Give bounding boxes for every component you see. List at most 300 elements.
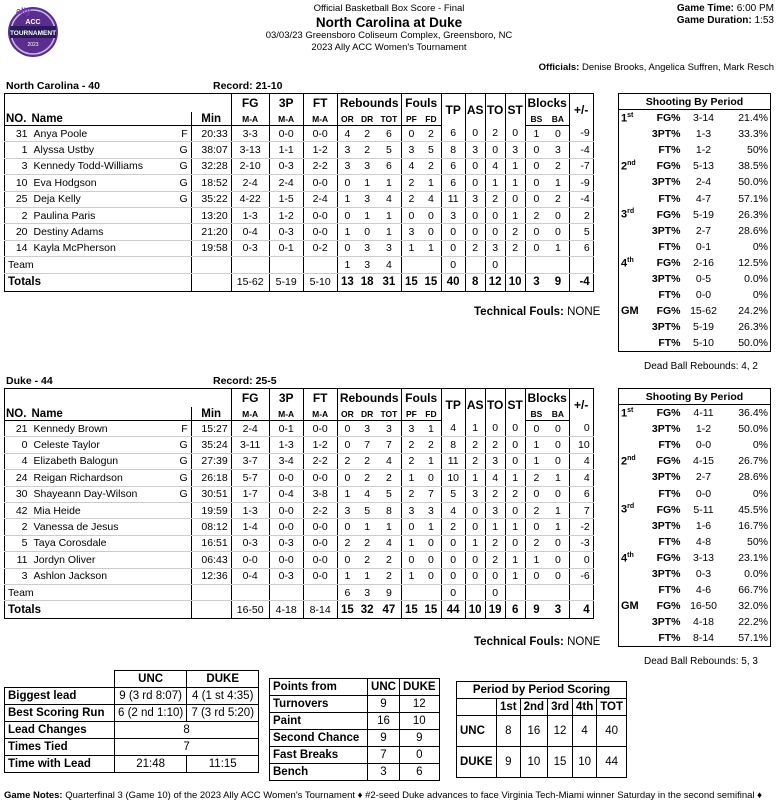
col-plus-minus: +/- — [569, 389, 593, 421]
stat-as: 0 — [465, 568, 485, 584]
stat-three: 1-1 — [269, 142, 303, 158]
period-label — [619, 534, 649, 550]
totals-to: 19 — [485, 601, 505, 619]
stat-as: 0 — [465, 175, 485, 191]
stat-tp: 11 — [441, 453, 465, 469]
player-number: 21 — [5, 421, 31, 437]
col-fg: FG — [231, 389, 269, 408]
player-name: Taya Corosdale — [31, 535, 177, 551]
stat-bs: 2 — [525, 535, 547, 551]
col-ft: FT — [303, 389, 337, 408]
shot-made-attempted: 4-15 — [692, 455, 714, 468]
period-score: 10 — [520, 747, 547, 778]
stat-or: 2 — [337, 535, 357, 551]
unc-technical-fouls — [474, 306, 600, 318]
shot-made-attempted: 5-10 — [692, 337, 714, 350]
period-number: 1 — [621, 112, 628, 125]
stat-st: 2 — [505, 240, 525, 256]
shot-made-attempted: 0-3 — [695, 567, 712, 580]
team-as — [465, 257, 485, 273]
stat-ft: 0-0 — [303, 224, 337, 240]
stat-dr: 3 — [357, 421, 377, 437]
col-dr: DR — [357, 112, 377, 126]
stat-bs: 1 — [525, 126, 547, 142]
points-duke-value: 6 — [400, 764, 440, 781]
stat-ft: 1-2 — [303, 437, 337, 453]
col-fg: FG — [231, 94, 269, 113]
stat-st: 0 — [505, 421, 525, 437]
header-blank — [5, 389, 232, 408]
stat-bs: 1 — [525, 437, 547, 453]
stat-to: 0 — [485, 224, 505, 240]
shot-percentage: 12.5% — [738, 256, 768, 269]
stat-fd: 0 — [421, 552, 441, 568]
lead-unc-value: 21:48 — [115, 756, 187, 773]
duke-sbp-row — [619, 502, 771, 518]
stat-bs: 1 — [525, 552, 547, 568]
points-duke-value: 10 — [400, 713, 440, 730]
shot-type-label: FG% — [656, 455, 681, 468]
period-suffix: st — [627, 406, 634, 414]
stat-bs: 0 — [525, 158, 547, 174]
stat-tp: 11 — [441, 191, 465, 207]
duke-player-row — [5, 486, 594, 502]
stat-pf: 2 — [401, 191, 421, 207]
stat-or: 0 — [337, 175, 357, 191]
unc-box-score — [4, 93, 594, 292]
col-tot: TOT — [377, 407, 401, 421]
stat-bs: 2 — [525, 470, 547, 486]
unc-player-row — [5, 142, 594, 158]
stat-ft: 0-0 — [303, 519, 337, 535]
stat-or: 0 — [337, 437, 357, 453]
player-position — [177, 502, 192, 518]
unc-sbp-row — [619, 335, 771, 352]
stat-fg: 0-4 — [231, 224, 269, 240]
stat-st: 0 — [505, 502, 525, 518]
duke-sbp-row — [619, 437, 771, 453]
period-label — [619, 190, 649, 206]
duke-sbp-row — [619, 518, 771, 534]
team-pm — [569, 584, 593, 600]
shot-type-label: FT% — [658, 192, 681, 205]
totals-or: 13 — [337, 273, 357, 291]
totals-min — [191, 273, 231, 291]
team-pf — [401, 584, 421, 600]
duke-player-row — [5, 453, 594, 469]
unc-player-row — [5, 126, 594, 142]
period-suffix: nd — [627, 160, 636, 167]
unc-box-table — [4, 93, 594, 292]
stat-three: 0-0 — [269, 126, 303, 142]
stat-tot: 4 — [377, 535, 401, 551]
team-tot: 9 — [377, 584, 401, 600]
player-name: Celeste Taylor — [31, 437, 177, 453]
stat-ft: 0-0 — [303, 175, 337, 191]
col-tot: TOT — [377, 112, 401, 126]
period-scoring-title: Period by Period Scoring — [457, 682, 627, 699]
stat-or: 0 — [337, 421, 357, 437]
svg-text:ally: ally — [16, 6, 32, 16]
points-row-label: Bench — [270, 764, 368, 781]
stat-bs: 2 — [525, 207, 547, 223]
stat-three: 1-5 — [269, 191, 303, 207]
unc-sbp-row — [619, 158, 771, 174]
stat-pf: 1 — [401, 240, 421, 256]
totals-fd: 15 — [421, 273, 441, 291]
player-minutes: 21:20 — [191, 224, 231, 240]
player-number: 3 — [5, 568, 31, 584]
col-min: Min — [191, 112, 231, 126]
col-name: Name — [31, 112, 192, 126]
period-number: 3 — [621, 503, 628, 516]
col-ma: M-A — [231, 407, 269, 421]
stat-to: 1 — [485, 175, 505, 191]
col-tp: TP — [441, 389, 465, 421]
duke-sbp-row — [619, 614, 771, 630]
duke-sbp-row — [619, 582, 771, 598]
stat-fg: 0-3 — [231, 240, 269, 256]
points-unc-value: 9 — [368, 730, 400, 747]
col-ma: M-A — [269, 112, 303, 126]
col-ma: M-A — [303, 407, 337, 421]
stat-to: 3 — [485, 453, 505, 469]
stat-ba: 0 — [547, 486, 569, 502]
player-name: Deja Kelly — [31, 191, 177, 207]
stat-fg: 3-13 — [231, 142, 269, 158]
stat-tot: 7 — [377, 437, 401, 453]
shot-made-attempted: 1-2 — [695, 144, 712, 157]
stat-pm: 4 — [569, 470, 593, 486]
shot-type-label: FT% — [658, 487, 681, 500]
duke-player-row — [5, 421, 594, 437]
period-label — [619, 437, 649, 453]
period-score: 10 — [572, 747, 596, 778]
stat-as: 2 — [465, 240, 485, 256]
stat-pf: 0 — [401, 207, 421, 223]
period-number: 2 — [621, 455, 628, 468]
stat-tot: 5 — [377, 142, 401, 158]
period-score: 12 — [548, 716, 573, 747]
stat-dr: 2 — [357, 142, 377, 158]
stat-pm: 10 — [569, 437, 593, 453]
stat-ba: 0 — [547, 552, 569, 568]
totals-ba: 3 — [547, 601, 569, 619]
lead-summary-table — [4, 670, 259, 773]
player-name: Elizabeth Balogun — [31, 453, 177, 469]
stat-dr: 4 — [357, 486, 377, 502]
period-scoring — [456, 681, 627, 778]
col-ma: M-A — [269, 407, 303, 421]
team-st — [505, 257, 525, 273]
stat-pf: 0 — [401, 519, 421, 535]
sbp-title: Shooting By Period — [619, 94, 771, 110]
points-duke-value: 9 — [400, 730, 440, 747]
duke-player-row — [5, 519, 594, 535]
lead-summary — [4, 670, 259, 773]
player-number: 25 — [5, 191, 31, 207]
player-number: 3 — [5, 158, 31, 174]
stat-fg: 1-4 — [231, 519, 269, 535]
stat-as: 0 — [465, 519, 485, 535]
stat-tp: 6 — [441, 126, 465, 142]
period-label — [619, 287, 649, 303]
totals-min — [191, 601, 231, 619]
stat-pm: 0 — [569, 552, 593, 568]
report-header — [200, 3, 578, 54]
stat-bs: 1 — [525, 453, 547, 469]
stat-pf: 2 — [401, 453, 421, 469]
stat-fg: 1-3 — [231, 207, 269, 223]
totals-dr: 32 — [357, 601, 377, 619]
shot-percentage: 26.3% — [738, 208, 768, 221]
stat-bs: 0 — [525, 421, 547, 437]
duke-player-row — [5, 568, 594, 584]
stat-tp: 10 — [441, 470, 465, 486]
stat-tot: 4 — [377, 191, 401, 207]
stat-three: 0-3 — [269, 568, 303, 584]
shot-percentage: 38.5% — [738, 160, 768, 173]
duke-technical-fouls — [474, 636, 600, 648]
team-ba — [547, 584, 569, 600]
shot-percentage: 45.5% — [738, 503, 768, 516]
totals-ft: 8-14 — [303, 601, 337, 619]
period-header-blank — [457, 699, 497, 716]
period-label — [619, 502, 649, 518]
unc-player-row — [5, 175, 594, 191]
period-row — [457, 716, 627, 747]
shot-type-label: FG% — [656, 305, 681, 318]
stat-dr: 1 — [357, 568, 377, 584]
team-min — [191, 257, 231, 273]
stat-ft: 1-2 — [303, 142, 337, 158]
lead-col-header: DUKE — [187, 671, 259, 688]
shot-made-attempted: 2-7 — [695, 471, 712, 484]
stat-ba: 1 — [547, 519, 569, 535]
stat-pf: 2 — [401, 175, 421, 191]
period-score: 4 — [572, 716, 596, 747]
stat-fd: 7 — [421, 486, 441, 502]
stat-to: 2 — [485, 486, 505, 502]
player-minutes: 15:27 — [191, 421, 231, 437]
player-name: Alyssa Ustby — [31, 142, 177, 158]
duke-team-header: Duke - 44 — [6, 375, 53, 387]
player-position: G — [177, 175, 192, 191]
player-position: G — [177, 142, 192, 158]
stat-or: 0 — [337, 470, 357, 486]
stat-ft: 0-2 — [303, 240, 337, 256]
stat-pm: 4 — [569, 453, 593, 469]
shot-type-label: 3PT% — [651, 272, 681, 285]
shot-percentage: 28.6% — [738, 224, 768, 237]
stat-as: 3 — [465, 191, 485, 207]
stat-tp: 0 — [441, 552, 465, 568]
officials-line — [274, 62, 774, 73]
player-name: Paulina Paris — [31, 207, 177, 223]
player-number: 14 — [5, 240, 31, 256]
col-ma: M-A — [303, 112, 337, 126]
player-minutes: 12:36 — [191, 568, 231, 584]
period-label — [619, 598, 649, 614]
period-suffix: th — [627, 256, 634, 264]
points-row-label: Second Chance — [270, 730, 368, 747]
totals-three: 4-18 — [269, 601, 303, 619]
stat-as: 0 — [465, 158, 485, 174]
stat-ba: 1 — [547, 240, 569, 256]
stat-three: 0-3 — [269, 158, 303, 174]
points-row-label: Paint — [270, 713, 368, 730]
totals-label: Totals — [5, 601, 192, 619]
period-label — [619, 630, 649, 647]
col-st: ST — [505, 389, 525, 421]
player-position — [177, 207, 192, 223]
unc-sbp-row — [619, 207, 771, 223]
shot-type-label: FT% — [658, 584, 681, 597]
lead-row — [5, 739, 259, 756]
unc-sbp-row — [619, 271, 771, 287]
stat-three: 1-3 — [269, 437, 303, 453]
stat-or: 1 — [337, 191, 357, 207]
period-label — [619, 469, 649, 485]
player-minutes: 30:51 — [191, 486, 231, 502]
player-position — [177, 224, 192, 240]
stat-as: 2 — [465, 437, 485, 453]
game-time-label: Game Time: — [676, 3, 734, 14]
stat-ba: 0 — [547, 126, 569, 142]
shot-type-label: FT% — [658, 289, 681, 302]
lead-row-label: Times Tied — [5, 739, 115, 756]
unc-player-row — [5, 191, 594, 207]
shot-made-attempted: 5-19 — [692, 208, 714, 221]
stat-as: 1 — [465, 535, 485, 551]
stat-ba: 0 — [547, 453, 569, 469]
game-time: 6:00 PM — [736, 3, 774, 14]
stat-pm: 6 — [569, 240, 593, 256]
period-label — [619, 453, 649, 469]
totals-st: 10 — [505, 273, 525, 291]
totals-tot: 31 — [377, 273, 401, 291]
totals-or: 15 — [337, 601, 357, 619]
player-name: Mia Heide — [31, 502, 177, 518]
period-number: GM — [621, 305, 639, 318]
points-row — [270, 730, 440, 747]
player-number: 11 — [5, 552, 31, 568]
player-minutes: 18:52 — [191, 175, 231, 191]
stat-dr: 7 — [357, 437, 377, 453]
shot-type-label: 3PT% — [651, 423, 681, 436]
totals-fd: 15 — [421, 601, 441, 619]
duke-sbp-row — [619, 469, 771, 485]
lead-both-value: 7 — [115, 739, 259, 756]
stat-or: 1 — [337, 224, 357, 240]
stat-st: 1 — [505, 552, 525, 568]
period-score: 40 — [597, 716, 627, 747]
stat-ba: 0 — [547, 224, 569, 240]
shot-percentage: 50.0% — [738, 337, 768, 350]
col-tp: TP — [441, 94, 465, 126]
player-name: Shayeann Day-Wilson — [31, 486, 177, 502]
unc-dead-ball-rebounds: Dead Ball Rebounds: 4, 2 — [644, 361, 758, 372]
stat-fg: 3-11 — [231, 437, 269, 453]
shot-type-label: FG% — [656, 600, 681, 613]
period-label — [619, 223, 649, 239]
col-ft: FT — [303, 94, 337, 113]
player-position — [177, 519, 192, 535]
col-or: OR — [337, 407, 357, 421]
col-as: AS — [465, 94, 485, 126]
player-name: Kennedy Todd-Williams — [31, 158, 177, 174]
stat-tot: 2 — [377, 552, 401, 568]
points-row-label: Fast Breaks — [270, 747, 368, 764]
stat-tp: 0 — [441, 240, 465, 256]
stat-st: 1 — [505, 519, 525, 535]
game-info — [624, 3, 774, 27]
player-position — [177, 240, 192, 256]
duke-player-row — [5, 552, 594, 568]
sbp-title: Shooting By Period — [619, 389, 771, 405]
stat-as: 3 — [465, 142, 485, 158]
shot-made-attempted: 5-19 — [692, 321, 714, 334]
col-blocks: Blocks — [525, 389, 569, 408]
player-name: Vanessa de Jesus — [31, 519, 177, 535]
stat-ft: 0-0 — [303, 207, 337, 223]
unc-sbp-row — [619, 126, 771, 142]
game-notes-label: Game Notes: — [4, 790, 63, 801]
shot-percentage: 50.0% — [738, 176, 768, 189]
stat-fd: 1 — [421, 175, 441, 191]
player-number: 10 — [5, 175, 31, 191]
totals-fg: 15-62 — [231, 273, 269, 291]
player-position — [177, 568, 192, 584]
stat-dr: 2 — [357, 552, 377, 568]
unc-player-row — [5, 224, 594, 240]
svg-text:ACC: ACC — [25, 19, 41, 26]
duke-sbp-row — [619, 485, 771, 501]
col-rebounds: Rebounds — [337, 94, 401, 113]
period-label — [619, 485, 649, 501]
stat-tp: 5 — [441, 486, 465, 502]
stat-dr: 3 — [357, 240, 377, 256]
points-title: Points from — [270, 679, 368, 696]
stat-st: 0 — [505, 191, 525, 207]
stat-or: 2 — [337, 453, 357, 469]
shot-type-label: 3PT% — [651, 128, 681, 141]
col-3p: 3P — [269, 389, 303, 408]
stat-tot: 6 — [377, 126, 401, 142]
lead-row — [5, 705, 259, 722]
stat-ft: 2-2 — [303, 502, 337, 518]
period-label — [619, 335, 649, 352]
stat-pf: 3 — [401, 502, 421, 518]
lead-row-label: Best Scoring Run — [5, 705, 115, 722]
shot-type-label: FT% — [658, 240, 681, 253]
player-minutes: 38:07 — [191, 142, 231, 158]
stat-fd: 0 — [421, 535, 441, 551]
stat-tot: 1 — [377, 224, 401, 240]
stat-fg: 5-7 — [231, 470, 269, 486]
points-col-header: UNC — [368, 679, 400, 696]
stat-to: 0 — [485, 207, 505, 223]
unc-player-row — [5, 240, 594, 256]
lead-both-value: 8 — [115, 722, 259, 739]
stat-ft: 0-0 — [303, 535, 337, 551]
points-row — [270, 713, 440, 730]
unc-sbp-row — [619, 142, 771, 158]
period-col-header: TOT — [597, 699, 627, 716]
period-label — [619, 582, 649, 598]
player-minutes: 27:39 — [191, 453, 231, 469]
stat-or: 1 — [337, 486, 357, 502]
